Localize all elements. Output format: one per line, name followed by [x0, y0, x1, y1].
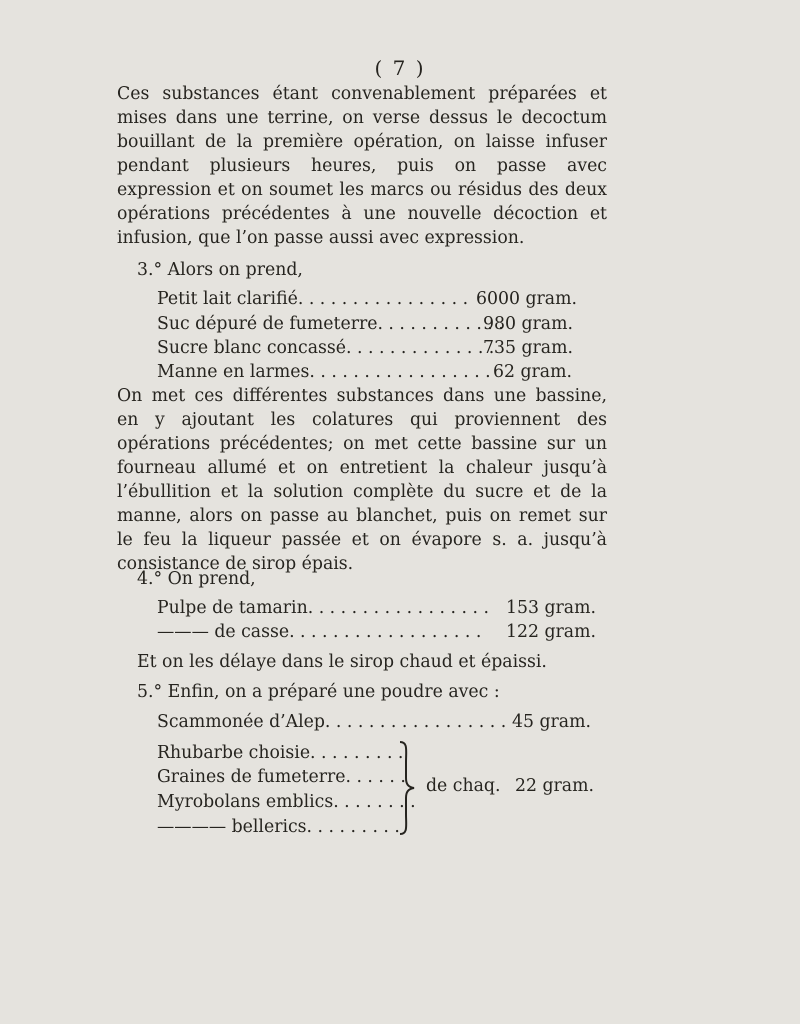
step4-ingredient-qty: 153 gram.: [506, 598, 596, 618]
step4-closing: Et on les délaye dans le sirop chaud et épaissi.: [137, 652, 547, 672]
step3-ingredient-name: Petit lait clarifié. . . . . . . . . . . . . . . .: [157, 289, 469, 309]
step5-ingredient-qty: 45 gram.: [512, 712, 591, 732]
step4-heading: 4.° On prend,: [137, 569, 256, 589]
group-label: de chaq.: [426, 776, 501, 796]
step3-heading: 3.° Alors on prend,: [137, 260, 303, 280]
grouped-ingredient-name: Myrobolans emblics. . . . . . . .: [157, 792, 416, 812]
curly-brace: [394, 740, 420, 836]
step3-ingredient-qty: 6000 gram.: [476, 289, 577, 309]
step3-paragraph: On met ces différentes substances dans une bassine, en y ajoutant les colatures qui proviennent des opérations précédentes; on met cette bassine sur un fourneau allumé et on entretient la chaleur jusqu’à l’ébullition et la solution complète du sucre et de la manne, alors on passe au blanchet, puis on remet sur le feu la liqueur passée et on évapore s. a. jusqu’à consistance de sirop épais.: [117, 386, 607, 574]
grouped-ingredient-name: Graines de fumeterre. . . . . .: [157, 767, 406, 787]
step4-ingredient-name: Pulpe de tamarin. . . . . . . . . . . . . . . . .: [157, 598, 489, 618]
step3-ingredient-qty: 735 gram.: [483, 338, 573, 358]
grouped-ingredient-name: ———— bellerics. . . . . . . . .: [157, 817, 400, 837]
grouped-ingredient-name: Rhubarbe choisie. . . . . . . . .: [157, 743, 404, 763]
group-qty: 22 gram.: [515, 776, 594, 796]
page-number: ( 7 ): [374, 56, 426, 80]
step4-ingredient-qty: 122 gram.: [506, 622, 596, 642]
step5-heading: 5.° Enfin, on a préparé une poudre avec :: [137, 682, 500, 702]
step3-ingredient-qty: 980 gram.: [483, 314, 573, 334]
step5-ingredient-name: Scammonée d’Alep. . . . . . . . . . . . . . . . .: [157, 712, 507, 732]
step3-ingredient-name: Sucre blanc concassé. . . . . . . . . . . . . .: [157, 338, 495, 358]
step3-ingredient-qty: 62 gram.: [493, 362, 572, 382]
step4-ingredient-name: ——— de casse. . . . . . . . . . . . . . . . . .: [157, 622, 482, 642]
step3-ingredient-name: Suc dépuré de fumeterre. . . . . . . . . . . .: [157, 314, 504, 334]
step3-ingredient-name: Manne en larmes. . . . . . . . . . . . . . . . .: [157, 362, 491, 382]
intro-paragraph: Ces substances étant convenablement préparées et mises dans une terrine, on verse dessus le decoctum bouillant de la première opération, on laisse infuser pendant plusieurs heures, puis on passe avec expression et on soumet les marcs ou résidus des deux opérations précédentes à une nouvelle décoction et infusion, que l’on passe aussi avec expression.: [117, 84, 607, 248]
